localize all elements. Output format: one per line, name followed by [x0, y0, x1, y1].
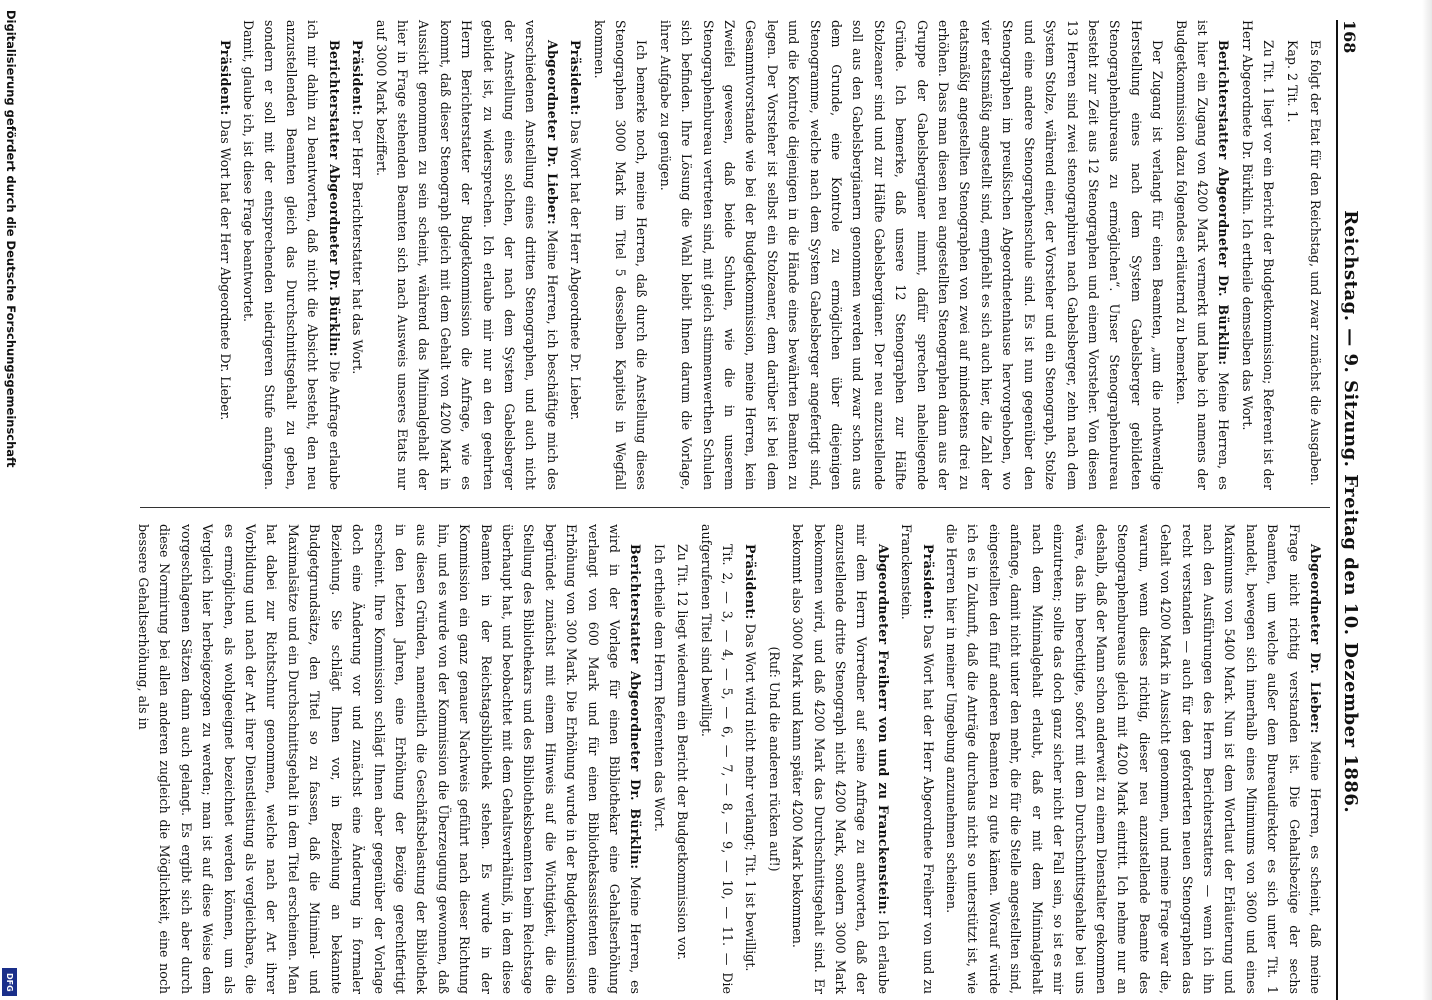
left-column [146, 20, 1326, 490]
speaker-name: Präsident: [217, 40, 233, 116]
paragraph-text: (Ruf: Und die anderen rücken auf!) [766, 646, 782, 872]
page-edge-shadow [1422, 0, 1432, 1000]
paragraph [1305, 20, 1326, 490]
paragraph [787, 524, 894, 994]
paragraph [370, 20, 563, 490]
paragraph-text: Das Wort hat der Herr Abgeordnete Dr. Lieber. [568, 119, 584, 421]
speaker-name: Abgeordneter Dr. Lieber: [1308, 544, 1323, 734]
column-divider [140, 507, 1330, 508]
paragraph [672, 524, 693, 994]
paragraph [1236, 20, 1279, 490]
speaker-name: Präsident: [743, 544, 759, 620]
speaker-name: Berichterstatter Abgeordneter Dr. Bürklin: [1216, 40, 1232, 366]
paragraph-text: Das Wort hat der Herr Abgeordnete Dr. Lieber. [217, 119, 233, 421]
paragraph-text: Meine Herren, es wird in der Vorlage für einen Bibliothekar eine Gehaltserhöhung verlangt von 600 Mark und für einen Bibliotheksassistenten eine Erhöhung von 300 Mark. Die Erhöhung wurde in der Budgetkommission begründet zunächst mit einem Hinweis auf die Wichtigkeit, die die Stellung des Bibliothekars und des Bibliotheksbeamten beim Reichstage überhaupt hat, und beobachtet mit dem Gehaltsverhältniß, in dem diese Beamten in der Reichstagsbibliothek stehen. Es wurde in der Kommission ein ganz genauer Nachweis geführt nach dieser Richtung hin, und es wurde von der Kommission die Überzeugung gewonnen, daß aus diesen Gründen, namentlich die Geschäftsbelastung der Bibliothek in den letzten Jahren, eine Erhöhung der Bezüge gerechtfertigt erscheint. Ihre Kommission schlägt Ihnen aber gegenüber der Vorlage doch eine Änderung vor und zunächst eine Änderung in formaler Beziehung. Sie schlägt Ihnen vor, in Beziehung an bekannte Budgetgrundsätze, den Titel so zu fassen, daß die Minimal- und Maximalsätze und ein Durchschnittsgehalt in dem Titel erscheinen. Man hat dabei zur Richtschnur genommen, welche nach der Art ihrer Vorbildung und nach der Art ihrer Dienstleistung als vergleichbare, die es ermöglichen, als wohlgeeignet bezeichnet werden können, um als Vergleich hier herbeigezogen zu werden; man ist auf diese Weise dem vorgeschlagenen Sätzen dann auch gelangt. Es ergibt sich aber durch diese Normirung bei allen anderen zugleich die Möglichkeit, eine noch bessere Gehaltserhöhung, als in [136, 524, 644, 994]
dfg-logo: DFG [2, 968, 17, 996]
rotated-document-page [130, 20, 1370, 1000]
paragraph [896, 524, 939, 994]
speaker-name: Berichterstatter Abgeordneter Dr. Bürklin: [628, 544, 644, 870]
paragraph-text: Der Zugang ist verlangt für einen Beamten, „um die nothwendige Herstellung eines nach dem System Gabelsberger gebildeten Stenographenbureaus zu ermöglichen“. Unser Stenographenbureau besteht zur Zeit aus 12 Stenographen und einem Vorsteher. Von diesen 13 Herren sind zwei stenographiren nach Gabelsberger, zehn nach dem System Stolze, während einer, der Vorsteher und ein Stenograph, Stolze und eine andere Stenographenschule sind. Es ist nun gegenüber den Stenographen im preußischen Abgeordnetenhause hervorgehoben, wo vier etatsmäßig angestellt sind, empfiehlt es sich auch hier, die Zahl der etatsmäßig angestellten Stenographen von zwei auf mindestens drei zu erhöhen. Dass man diesen neu angestellten Stenographen dann aus der Gruppe der Gabelsbergianer nimmt, dafür sprechen naheliegende Gründe. Ich bemerke, daß unsere 12 Stenographen zur Hälfte Stolzeaner sind und zur Hälfte Gabelsbergianer. Der neu anzustellende soll aus den Gabelsbergianern genommen werden und zwar schon aus dem Grunde, eine Kontrole zu ermöglichen über diejenigen Stenogramme, welche nach dem System Gabelsberger angefertigt sind, und die Kontrole diejenigen in die Hände eines bewährten Beamten zu legen. Der Vorsteher ist selbst ein Stolzeaner, dem darüber ist bei dem Gesammtvorstande wie bei der Budgetkommission, meine Herren, kein Zweifel gewesen, daß beide Schulen, wie die in unserem Stenographenbureau vertreten sind, mit gleich stimmenwerthen Schulen sich befinden. Ihre Lösung die Wahl bleibt Ihnen darum die Vorlage, ihrer Aufgabe zu genügen. [657, 20, 1166, 490]
paragraph [654, 20, 1168, 490]
paragraph [347, 20, 368, 490]
paragraph [1170, 20, 1234, 490]
paragraph [695, 524, 738, 994]
paragraph [133, 524, 647, 994]
paragraph-text: Das Wort wird nicht mehr verlangt; Tit. 1 ist bewilligt. [743, 623, 759, 972]
paragraph-text: Meine Herren, es ist hier ein Zugang von 4200 Mark vermerkt und habe ich namens der Budgetkommission dazu folgendes erläuternd zu bemerken. [1173, 20, 1232, 490]
paragraph-text: Ich ertheile dem Herrn Referenten das Wort. [651, 544, 667, 832]
paragraph-text: Zu Tit. 12 liegt wiederum ein Bericht der Budgetkommission vor. [675, 544, 691, 961]
paragraph-text: Ich erlaube mir dem Herrn Vorredner auf seine Anfrage zu antworten, daß der anzustellende dritte Stenograph nicht 4200 Mark, sondern 3000 Mark bekommen wird, und daß 4200 Mark das Durchschnittsgehalt sind. Er bekommt also 3000 Mark und kann später 4200 Mark bekommen. [790, 524, 891, 994]
speaker-name: Präsident: [350, 40, 366, 116]
speaker-name: Präsident: [568, 40, 584, 116]
paragraph-text: Kap. 2 Tit. 1. [1284, 40, 1300, 123]
paragraph-text: Der Herr Berichterstatter hat das Wort. [350, 119, 366, 375]
paragraph [1281, 20, 1302, 490]
paragraph [740, 524, 761, 994]
paragraph [941, 524, 1326, 994]
right-column [136, 524, 1326, 994]
paragraph [588, 20, 652, 490]
paragraph-text: Es folgt der Etat für den Reichstag, und zwar zunächst die Ausgaben. [1308, 40, 1323, 486]
page-header [1336, 20, 1370, 1000]
paragraph [214, 20, 235, 490]
speaker-name: Abgeordneter Freiherr von und zu Franckenstein: [875, 544, 891, 916]
paragraph-text: Meine Herren, es scheint, daß meine Frage nicht richtig verstanden ist. Die Gehaltsbezüge der sechs Beamten, um welche außer dem Bureaudirektor es sich unter Tit. 1 handelt, bewegen sich innerhalb eines Minimums von 3600 und eines Maximums von 5400 Mark. Nun ist dem Wortlaut der Erläuterung und nach den Ausführungen des Herrn Berichterstatters — wenn ich ihn recht verstanden — auch für den geforderten neuen Stenographen das Gehalt von 4200 Mark in Aussicht genommen, und meine Frage war die, warum, wenn dieses richtig, dieser neu anzustellende Beamte des Stenographenbureaus gleich mit 4200 Mark eintritt. Ich nehme nur an deshalb, daß der Mann schon anderweit zu einem Dienstalter gekommen wäre, das ihn berechtigte, sofort mit dem Durchschnittsgehalte bei uns einzutreten; sollte das doch ganz sicher nicht der Fall sein, so ist es mir nach dem Minimalgehalt erlaubt, daß er mit dem Minimalgehalt anfange, damit nicht unter den mehr, die für die Stelle angestellten sind, eingestellten den fünf anderen Beamten zu gute kämen. Worauf würde ich es in Zukunft, daß die Anträge durchaus nicht so unterstützt ist, wie die Herren hier in meiner Umgebung anzunehmen scheinen. [944, 524, 1323, 994]
paragraph [238, 20, 345, 490]
page-number: 168 [1340, 20, 1359, 54]
paragraph [565, 20, 586, 490]
paragraph [648, 524, 669, 994]
paragraph-text: Das Wort hat der Herr Abgeordnete Freiherr von und zu Franckenstein. [899, 524, 936, 994]
speaker-name: Berichterstatter Abgeordneter Dr. Bürklin: [326, 40, 342, 357]
digitization-sidebar [0, 0, 20, 1000]
paragraph-text: Ich bemerke noch, meine Herren, daß durch die Anstellung dieses Stenographen 3000 Mark im Titel 5 desselben Kapitels in Wegfall kommen. [591, 20, 650, 490]
paragraph-text: Zu Tit. 1 liegt vor ein Bericht der Budgetkommission; Referent ist der Herr Abgeordnete Dr. Bürklin. Ich ertheile demselben das Wort. [1239, 20, 1277, 490]
speaker-name: Präsident: [920, 544, 936, 620]
paragraph-text: Tit. 2, — 3, — 4, — 5, — 6, — 7, — 8, — 9, — 10, — 11. — Die aufgerufenen Titel sind bewilligt. [698, 524, 736, 994]
speaker-name: Abgeordneter Dr. Lieber: [544, 40, 560, 225]
paragraph-text: Meine Herren, ich beschäftige mich des verschiedenen Anstellung eines dritten Stenographen, und auch nicht der Anstellung eines solchen, der nach dem System Gabelsberger gebildet ist, zu widersprechen. Ich erlaube mir nur an den geehrten Herrn Berichterstatter der Budgetkommission die Anfrage, wie es kommt, daß dieser Stenograph gleich mit dem Gehalt von 4200 Mark in Aussicht genommen zu sein scheint, während das Minimalgehalt der hier in Frage stehenden Beamten sich nach Ausweis unseres Etats nur auf 3000 Mark beziffert. [373, 20, 560, 490]
paragraph [763, 524, 784, 994]
digitization-credit: Digitalisierung gefördert durch die Deutsche Forschungsgemeinschaft [4, 10, 18, 468]
page-title: Reichstag. — 9. Sitzung. Freitag den 10. Dezember 1886. [1340, 210, 1361, 814]
paragraph-text: Die Anfrage erlaube ich mir dahin zu beantworten, daß nicht die Absicht besteht, den neu anzustellenden Beamten gleich das Durchschnittsgehalt zu geben, sondern er soll mit der entsprechenden niedrigeren Stufe anfangen. Damit, glaube ich, ist diese Frage beantwortet. [241, 20, 342, 490]
